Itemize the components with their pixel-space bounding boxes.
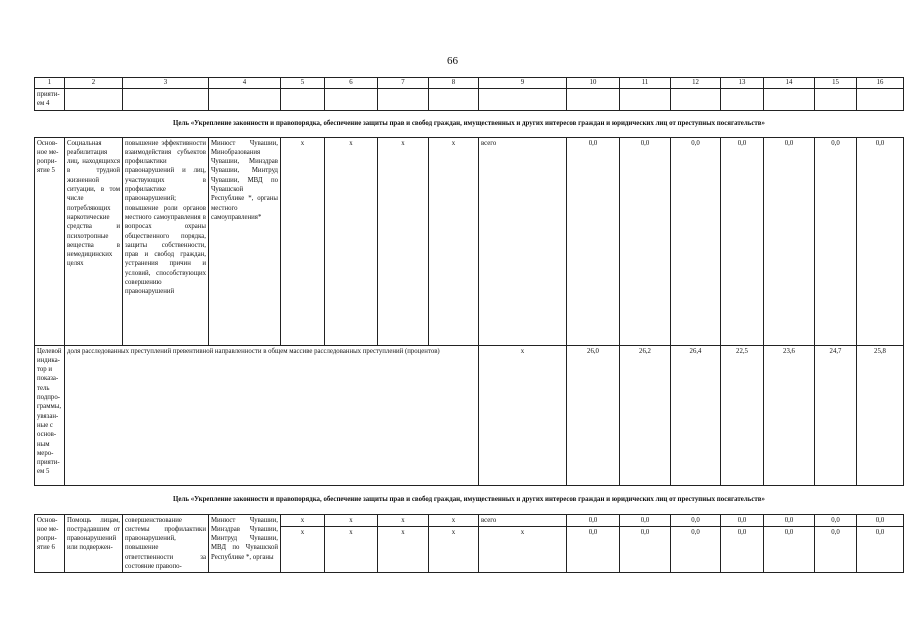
value-cell: 0,0: [764, 526, 815, 572]
value-cell: х: [281, 137, 325, 345]
value-cell: 0,0: [671, 514, 721, 526]
col-num: 13: [721, 78, 764, 89]
value-cell: 25,8: [857, 345, 904, 485]
value-cell: х: [325, 137, 378, 345]
value-cell: х: [429, 514, 479, 526]
table-row: [35, 345, 904, 485]
value-cell: 0,0: [620, 526, 671, 572]
table-row: [35, 89, 904, 111]
col-num: 9: [479, 78, 567, 89]
activity-tasks: совершенствование системы профилактики правонарушений, повышение ответственности за состояние правопо-: [123, 514, 209, 573]
value-cell: 0,0: [567, 514, 620, 526]
value-cell: 0,0: [620, 137, 671, 345]
value-cell: 0,0: [815, 137, 857, 345]
value-cell: х: [378, 526, 429, 572]
value-cell: 0,0: [567, 526, 620, 572]
value-cell: х: [281, 526, 325, 572]
activity-cell: Основ- ное ме- ропри- ятие 6: [35, 514, 65, 573]
funding-source: всего: [479, 137, 567, 345]
indicator-text: доля расследованных преступлений превентивной направленности в общем массиве расследованных преступлений (процентов): [65, 345, 479, 485]
value-cell: 0,0: [857, 137, 904, 345]
value-cell: 0,0: [815, 514, 857, 526]
value-cell: 0,0: [671, 526, 721, 572]
col-num: 1: [35, 78, 65, 89]
col-num: 3: [123, 78, 209, 89]
value-cell: х: [378, 137, 429, 345]
indicator-label: Целевой индика- тор и показа- тель подпро- граммы, увязан- ные с основ- ным меро- прияти- ем 5: [35, 345, 65, 485]
activity-cell: прияти- ем 4: [35, 89, 65, 111]
funding-source: всего: [479, 514, 567, 526]
value-cell: 26,4: [671, 345, 721, 485]
value-cell: 22,5: [721, 345, 764, 485]
responsible-executors: Минюст Чувашии, Минздрав Чувашии, Минтруд Чувашии, МВД по Чувашской Республике *, органы: [209, 514, 281, 573]
value-cell: 0,0: [857, 526, 904, 572]
col-num: 6: [325, 78, 378, 89]
program-table: [34, 77, 904, 573]
value-cell: 0,0: [721, 137, 764, 345]
responsible-executors: Минюст Чувашии, Минобразования Чувашии, Минздрав Чувашии, Минтруд Чувашии, МВД по Чувашской Республике *, органы местного самоуправления*: [209, 137, 281, 345]
col-num: 4: [209, 78, 281, 89]
col-num: 7: [378, 78, 429, 89]
goal-row: [35, 485, 904, 514]
value-cell: 26,0: [567, 345, 620, 485]
value-cell: х: [378, 514, 429, 526]
activity-tasks: повышение эффективности взаимодействия субъектов профилактики правонарушений и лиц, участвующих в профилактике правонарушений; повышение роли органов местного самоуправления в вопросах охраны общественного порядка, защиты собственности, прав и свобод граждан, устранения причин и условий, способствующих совершению правонарушений: [123, 137, 209, 345]
value-cell: х: [429, 137, 479, 345]
goal-text: Цель «Укрепление законности и правопорядка, обеспечение защиты прав и свобод граждан, имущественных и других интересов граждан и юридических лиц от преступных посягательств»: [173, 495, 765, 503]
value-cell: х: [325, 514, 378, 526]
goal-text: Цель «Укрепление законности и правопорядка, обеспечение защиты прав и свобод граждан, имущественных и других интересов граждан и юридических лиц от преступных посягательств»: [173, 119, 765, 127]
value-cell: 23,6: [764, 345, 815, 485]
value-cell: х: [325, 526, 378, 572]
col-num: 12: [671, 78, 721, 89]
value-cell: 24,7: [815, 345, 857, 485]
value-cell: х: [281, 514, 325, 526]
value-cell: х: [479, 345, 567, 485]
activity-cell: Основ- ное ме- ропри- ятие 5: [35, 137, 65, 345]
value-cell: 0,0: [721, 514, 764, 526]
value-cell: 0,0: [815, 526, 857, 572]
activity-name: Социальная реабилитация лиц, находящихся в трудной жизненной ситуации, в том числе потребляющих наркотические средства и психотропные вещества в немедицинских целях: [65, 137, 123, 345]
funding-source: х: [479, 526, 567, 572]
col-num: 5: [281, 78, 325, 89]
column-number-row: [35, 78, 904, 89]
value-cell: 0,0: [620, 514, 671, 526]
value-cell: 0,0: [721, 526, 764, 572]
col-num: 15: [815, 78, 857, 89]
goal-row: [35, 110, 904, 137]
col-num: 16: [857, 78, 904, 89]
table-row: [35, 137, 904, 345]
value-cell: х: [429, 526, 479, 572]
value-cell: 0,0: [671, 137, 721, 345]
col-num: 10: [567, 78, 620, 89]
col-num: 8: [429, 78, 479, 89]
value-cell: 0,0: [857, 514, 904, 526]
value-cell: 26,2: [620, 345, 671, 485]
activity-name: Помощь лицам, пострадавшим от правонарушений или подвержен-: [65, 514, 123, 573]
col-num: 11: [620, 78, 671, 89]
value-cell: 0,0: [764, 514, 815, 526]
table-row: [35, 514, 904, 526]
value-cell: 0,0: [567, 137, 620, 345]
col-num: 14: [764, 78, 815, 89]
page-number: 66: [447, 55, 458, 67]
col-num: 2: [65, 78, 123, 89]
value-cell: 0,0: [764, 137, 815, 345]
